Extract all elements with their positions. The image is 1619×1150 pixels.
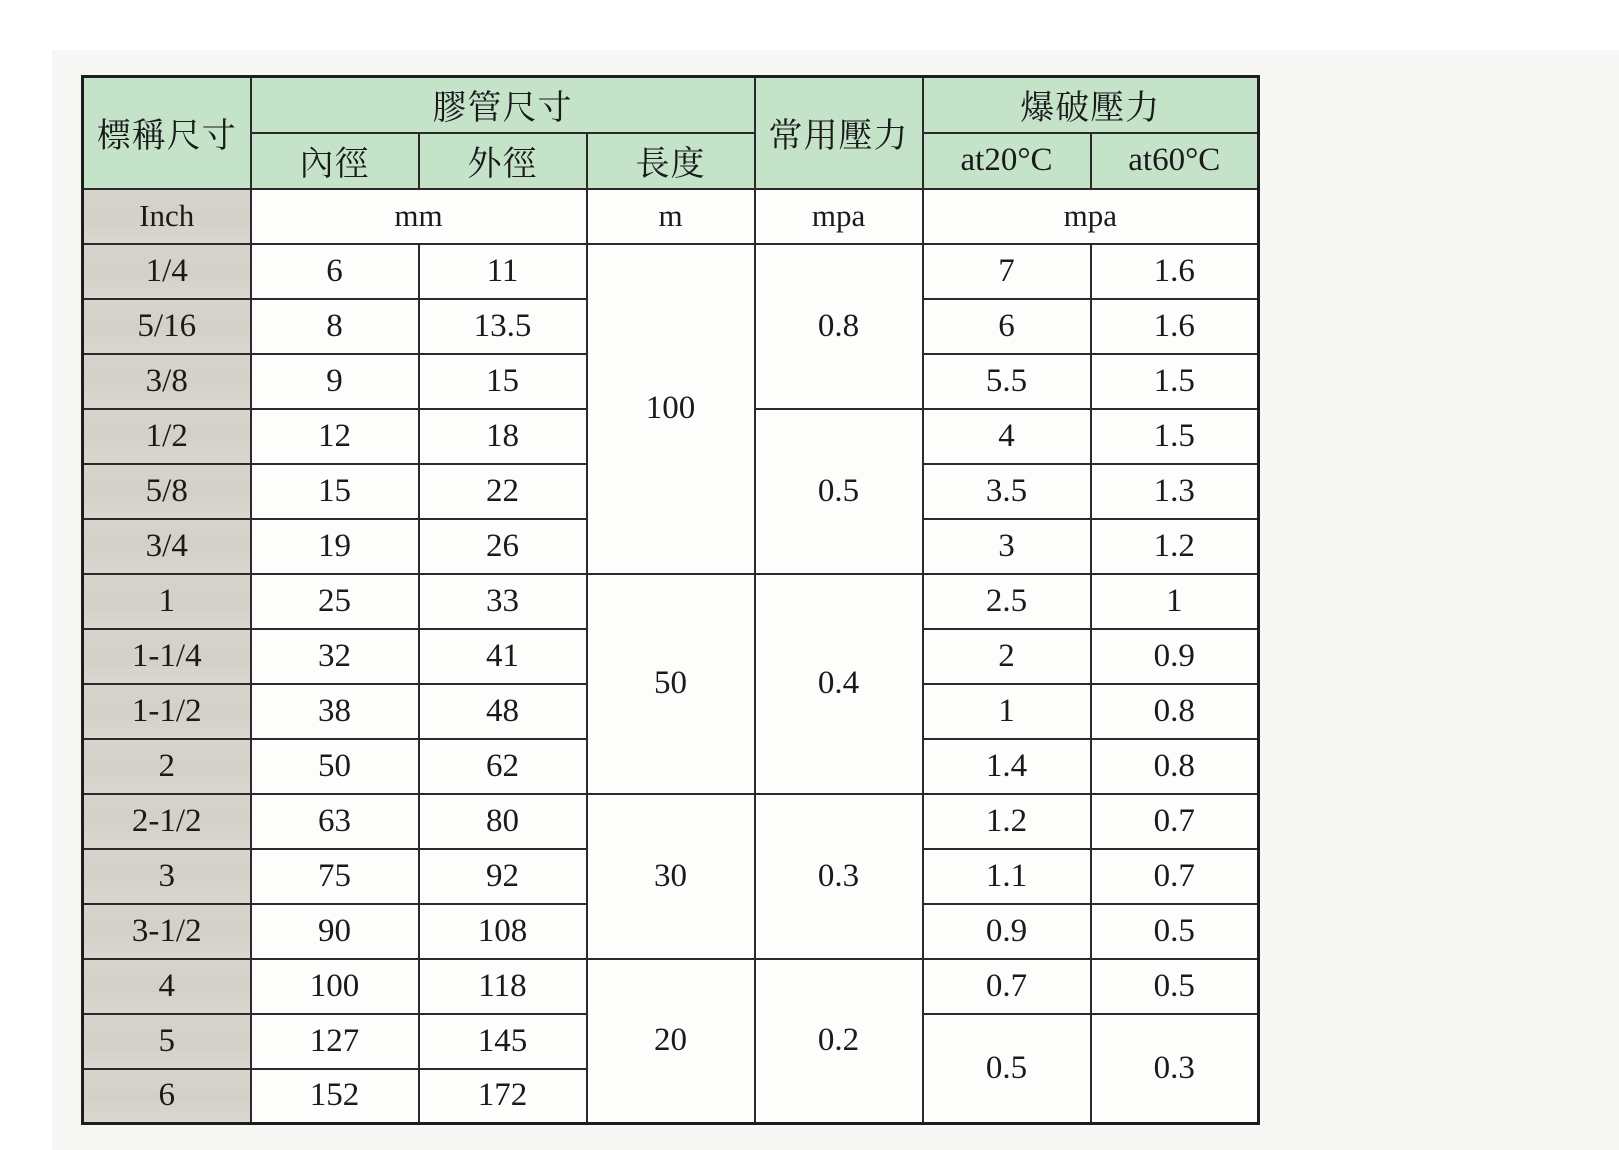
burst-60-cell: 0.5 [1091,959,1259,1014]
size-cell: 6 [83,1069,251,1124]
size-cell: 3/8 [83,354,251,409]
header-burst-at60: at60°C [1091,133,1259,189]
size-cell: 2-1/2 [83,794,251,849]
burst-20-cell: 2.5 [923,574,1091,629]
unit-burst-pressure: mpa [923,189,1259,244]
header-burst-at20: at20°C [923,133,1091,189]
outer-diameter-cell: 145 [419,1014,587,1069]
outer-diameter-cell: 108 [419,904,587,959]
unit-diameter: mm [251,189,587,244]
inner-diameter-cell: 12 [251,409,419,464]
outer-diameter-cell: 92 [419,849,587,904]
inner-diameter-cell: 38 [251,684,419,739]
table-row [83,574,1259,629]
header-burst-pressure: 爆破壓力 [923,77,1259,133]
inner-diameter-cell: 152 [251,1069,419,1124]
header-outer-diameter: 外徑 [419,133,587,189]
outer-diameter-cell: 33 [419,574,587,629]
burst-20-cell: 0.7 [923,959,1091,1014]
size-cell: 1 [83,574,251,629]
burst-20-cell: 0.5 [923,1014,1091,1124]
inner-diameter-cell: 32 [251,629,419,684]
burst-60-cell: 1.3 [1091,464,1259,519]
length-cell: 100 [587,244,755,574]
burst-20-cell: 0.9 [923,904,1091,959]
unit-length: m [587,189,755,244]
header-row-sub [83,133,1259,189]
size-cell: 1-1/4 [83,629,251,684]
burst-60-cell: 1.6 [1091,244,1259,299]
burst-60-cell: 0.5 [1091,904,1259,959]
outer-diameter-cell: 15 [419,354,587,409]
outer-diameter-cell: 41 [419,629,587,684]
table-row [83,794,1259,849]
size-cell: 4 [83,959,251,1014]
burst-20-cell: 3.5 [923,464,1091,519]
unit-size: Inch [83,189,251,244]
working-pressure-cell: 0.5 [755,409,923,574]
size-cell: 5 [83,1014,251,1069]
burst-60-cell: 0.7 [1091,849,1259,904]
size-cell: 3/4 [83,519,251,574]
outer-diameter-cell: 13.5 [419,299,587,354]
header-hose-size: 膠管尺寸 [251,77,755,133]
header-inner-diameter: 內徑 [251,133,419,189]
size-cell: 3 [83,849,251,904]
size-cell: 3-1/2 [83,904,251,959]
inner-diameter-cell: 6 [251,244,419,299]
burst-20-cell: 7 [923,244,1091,299]
burst-20-cell: 1 [923,684,1091,739]
burst-20-cell: 1.4 [923,739,1091,794]
burst-60-cell: 0.7 [1091,794,1259,849]
inner-diameter-cell: 63 [251,794,419,849]
burst-60-cell: 1.5 [1091,354,1259,409]
outer-diameter-cell: 11 [419,244,587,299]
inner-diameter-cell: 100 [251,959,419,1014]
burst-60-cell: 1.2 [1091,519,1259,574]
burst-20-cell: 2 [923,629,1091,684]
header-working-pressure: 常用壓力 [755,77,923,189]
outer-diameter-cell: 62 [419,739,587,794]
length-cell: 50 [587,574,755,794]
size-cell: 5/8 [83,464,251,519]
burst-20-cell: 3 [923,519,1091,574]
working-pressure-cell: 0.8 [755,244,923,409]
outer-diameter-cell: 118 [419,959,587,1014]
outer-diameter-cell: 172 [419,1069,587,1124]
header-length: 長度 [587,133,755,189]
outer-diameter-cell: 48 [419,684,587,739]
working-pressure-cell: 0.2 [755,959,923,1124]
burst-20-cell: 6 [923,299,1091,354]
length-cell: 30 [587,794,755,959]
outer-diameter-cell: 80 [419,794,587,849]
inner-diameter-cell: 15 [251,464,419,519]
burst-60-cell: 1.6 [1091,299,1259,354]
length-cell: 20 [587,959,755,1124]
hose-spec-table [81,75,1260,1125]
size-cell: 1/2 [83,409,251,464]
size-cell: 1-1/2 [83,684,251,739]
outer-diameter-cell: 22 [419,464,587,519]
inner-diameter-cell: 8 [251,299,419,354]
burst-60-cell: 1 [1091,574,1259,629]
burst-20-cell: 1.2 [923,794,1091,849]
burst-20-cell: 5.5 [923,354,1091,409]
inner-diameter-cell: 127 [251,1014,419,1069]
outer-diameter-cell: 18 [419,409,587,464]
inner-diameter-cell: 25 [251,574,419,629]
size-cell: 1/4 [83,244,251,299]
burst-60-cell: 0.8 [1091,739,1259,794]
working-pressure-cell: 0.3 [755,794,923,959]
burst-60-cell: 0.8 [1091,684,1259,739]
inner-diameter-cell: 9 [251,354,419,409]
units-row [83,189,1259,244]
header-row-top [83,77,1259,133]
header-nominal-size: 標稱尺寸 [83,77,251,189]
size-cell: 2 [83,739,251,794]
working-pressure-cell: 0.4 [755,574,923,794]
burst-60-cell: 1.5 [1091,409,1259,464]
inner-diameter-cell: 50 [251,739,419,794]
table-row [83,959,1259,1014]
burst-20-cell: 1.1 [923,849,1091,904]
outer-diameter-cell: 26 [419,519,587,574]
inner-diameter-cell: 75 [251,849,419,904]
burst-20-cell: 4 [923,409,1091,464]
unit-working-pressure: mpa [755,189,923,244]
size-cell: 5/16 [83,299,251,354]
inner-diameter-cell: 90 [251,904,419,959]
burst-60-cell: 0.3 [1091,1014,1259,1124]
burst-60-cell: 0.9 [1091,629,1259,684]
inner-diameter-cell: 19 [251,519,419,574]
table-row [83,244,1259,299]
